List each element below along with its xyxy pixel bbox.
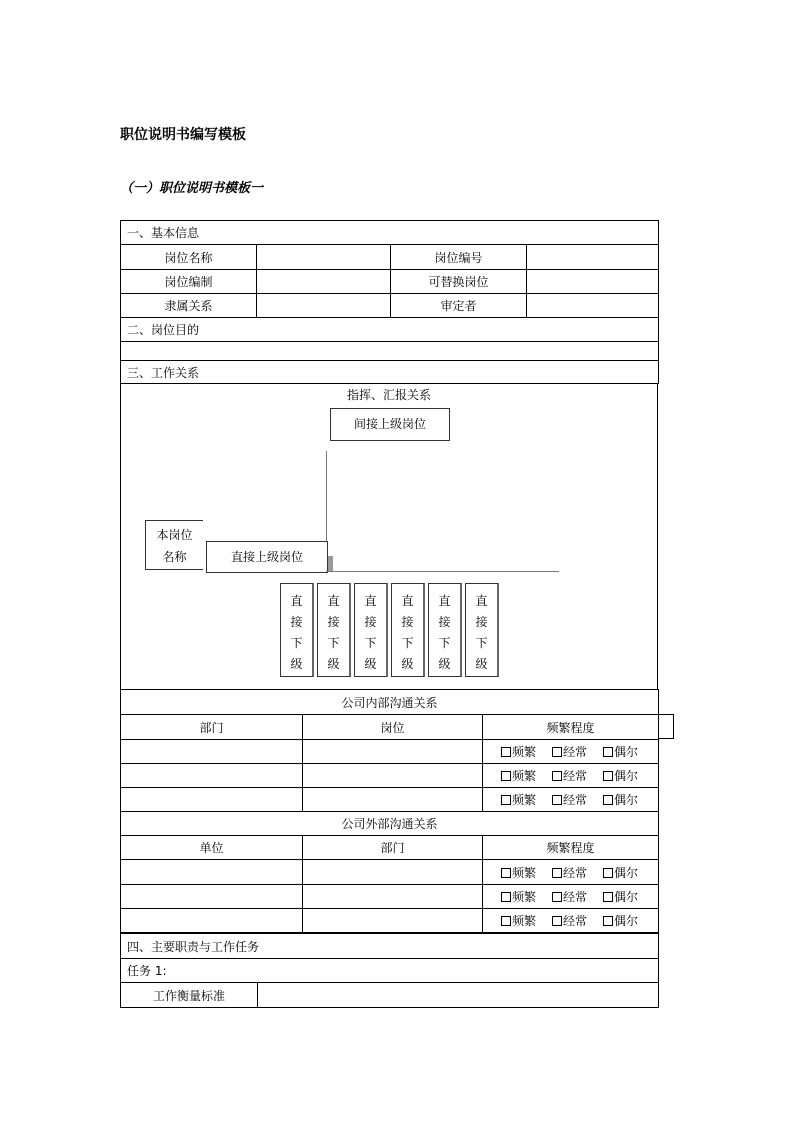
internal-header-dept: 部门 [121, 715, 303, 740]
internal-comm-title: 公司内部沟通关系 [121, 690, 659, 715]
option-often[interactable] [552, 864, 587, 881]
label-reporting: 隶属关系 [121, 294, 257, 318]
subordinate-box-1 [280, 583, 314, 677]
direct-superior-box: 直接上级岗位 [206, 541, 328, 573]
internal-header-frequency: 频繁程度 [483, 715, 659, 740]
internal-row-3-position[interactable] [303, 788, 483, 812]
option-label: 偶尔 [614, 865, 639, 880]
purpose-header: 二、岗位目的 [121, 318, 659, 342]
sub-char: 级 [475, 657, 488, 671]
duties-header: 四、主要职责与工作任务 [121, 934, 659, 959]
sub-char: 下 [327, 636, 340, 650]
option-occasional[interactable] [603, 888, 638, 905]
internal-header-position: 岗位 [303, 715, 483, 740]
sub-char: 级 [290, 657, 303, 671]
option-often[interactable] [552, 888, 587, 905]
checkbox-icon[interactable] [603, 916, 613, 926]
sub-char: 级 [401, 657, 414, 671]
sub-char: 直 [475, 594, 488, 608]
external-header-frequency: 频繁程度 [483, 836, 659, 860]
option-label: 经常 [563, 890, 588, 904]
internal-row-1-dept[interactable] [121, 740, 303, 764]
option-label: 偶尔 [614, 745, 639, 759]
option-label: 频繁 [512, 769, 537, 783]
sub-char: 直 [327, 594, 340, 608]
option-often[interactable] [552, 743, 587, 760]
option-often[interactable] [552, 791, 587, 808]
subordinate-box-4 [391, 583, 425, 677]
checkbox-icon[interactable] [501, 747, 511, 757]
option-occasional[interactable] [603, 743, 638, 760]
sub-char: 直 [438, 594, 451, 608]
subordinate-box-2 [317, 583, 351, 677]
option-frequent[interactable] [501, 864, 536, 881]
checkbox-icon[interactable] [552, 795, 562, 805]
external-comm-title: 公司外部沟通关系 [121, 812, 659, 836]
checkbox-icon[interactable] [603, 771, 613, 781]
value-replaceable-position[interactable] [527, 270, 659, 294]
sub-char: 接 [401, 615, 414, 629]
internal-row-2-position[interactable] [303, 764, 483, 788]
option-label: 偶尔 [614, 914, 639, 928]
checkbox-icon[interactable] [501, 795, 511, 805]
external-header-unit: 单位 [121, 836, 303, 860]
sub-char: 下 [475, 636, 488, 650]
value-headcount[interactable] [257, 270, 391, 294]
internal-row-1-frequency [483, 740, 659, 764]
sub-char: 直 [401, 594, 414, 608]
subordinate-box-3 [354, 583, 388, 677]
org-chart [120, 384, 658, 690]
checkbox-icon[interactable] [603, 868, 613, 878]
current-position-line2: 名称 [162, 550, 187, 564]
measure-label: 工作衡量标准 [121, 983, 258, 1008]
checkbox-icon[interactable] [603, 795, 613, 805]
option-label: 经常 [563, 793, 588, 807]
option-frequent[interactable] [501, 888, 536, 905]
option-label: 频繁 [512, 745, 537, 759]
value-approver[interactable] [527, 294, 659, 318]
checkbox-icon[interactable] [603, 747, 613, 757]
external-row-2-frequency [483, 885, 659, 909]
option-occasional[interactable] [603, 791, 638, 808]
current-position-line1: 本岗位 [156, 528, 193, 542]
external-row-2-dept[interactable] [303, 885, 483, 909]
option-label: 偶尔 [614, 769, 639, 783]
external-row-3-dept[interactable] [303, 909, 483, 933]
internal-row-1-position[interactable] [303, 740, 483, 764]
checkbox-icon[interactable] [501, 771, 511, 781]
sub-char: 直 [364, 594, 377, 608]
option-label: 频繁 [512, 914, 537, 928]
label-replaceable-position: 可替换岗位 [391, 270, 527, 294]
internal-row-2-frequency [483, 764, 659, 788]
external-row-3-frequency [483, 909, 659, 933]
option-often[interactable] [552, 912, 587, 929]
checkbox-icon[interactable] [552, 771, 562, 781]
sub-char: 级 [438, 657, 451, 671]
sub-char: 级 [364, 657, 377, 671]
sub-char: 下 [438, 636, 451, 650]
purpose-value[interactable] [121, 342, 659, 361]
sub-char: 接 [327, 615, 340, 629]
label-approver: 审定者 [391, 294, 527, 318]
internal-row-3-dept[interactable] [121, 788, 303, 812]
current-position-box [145, 520, 203, 570]
label-position-code: 岗位编号 [391, 245, 527, 270]
option-label: 频繁 [512, 865, 537, 880]
sub-char: 级 [327, 657, 340, 671]
internal-row-3-frequency [483, 788, 659, 812]
communication-table [120, 689, 659, 933]
value-position-name[interactable] [257, 245, 391, 270]
option-label: 经常 [563, 769, 588, 783]
external-row-2-unit[interactable] [121, 885, 303, 909]
label-position-name: 岗位名称 [121, 245, 257, 270]
option-frequent[interactable] [501, 767, 536, 784]
external-row-3-unit[interactable] [121, 909, 303, 933]
checkbox-icon[interactable] [552, 892, 562, 902]
org-chart-title: 指挥、汇报关系 [346, 388, 431, 402]
checkbox-icon[interactable] [552, 916, 562, 926]
section-subtitle: （一）职位说明书模板一 [120, 181, 264, 196]
value-position-code[interactable] [527, 245, 659, 270]
page-title: 职位说明书编写模板 [120, 127, 246, 143]
option-label: 频繁 [512, 890, 537, 904]
option-occasional[interactable] [603, 912, 638, 929]
side-cell [658, 714, 674, 739]
option-frequent[interactable] [501, 743, 536, 760]
subordinate-box-5 [428, 583, 462, 677]
option-frequent[interactable] [501, 791, 536, 808]
sub-char: 下 [401, 636, 414, 650]
checkbox-icon[interactable] [552, 747, 562, 757]
sub-char: 直 [290, 594, 303, 608]
option-label: 经常 [563, 745, 588, 759]
checkbox-icon[interactable] [501, 868, 511, 878]
indirect-superior-box: 间接上级岗位 [330, 408, 450, 441]
basic-info-table [120, 220, 659, 384]
checkbox-icon[interactable] [501, 916, 511, 926]
task-1-label: 任务 1: [121, 959, 659, 983]
option-label: 频繁 [512, 793, 537, 807]
label-headcount: 岗位编制 [121, 270, 257, 294]
option-label: 偶尔 [614, 890, 639, 904]
checkbox-icon[interactable] [501, 892, 511, 902]
subordinate-box-6 [465, 583, 499, 677]
option-label: 偶尔 [614, 793, 639, 807]
connector-horizontal [326, 571, 559, 572]
option-often[interactable] [552, 767, 587, 784]
external-row-1-frequency [483, 860, 659, 885]
option-frequent[interactable] [501, 912, 536, 929]
internal-row-2-dept[interactable] [121, 764, 303, 788]
duties-table [120, 933, 659, 1008]
external-header-dept: 部门 [303, 836, 483, 860]
measure-value[interactable] [258, 983, 659, 1008]
checkbox-icon[interactable] [603, 892, 613, 902]
sub-char: 接 [475, 615, 488, 629]
basic-info-header: 一、基本信息 [121, 221, 659, 245]
sub-char: 接 [438, 615, 451, 629]
relations-header: 三、工作关系 [121, 361, 659, 384]
sub-char: 下 [290, 636, 303, 650]
sub-char: 下 [364, 636, 377, 650]
option-occasional[interactable] [603, 864, 638, 881]
option-label: 经常 [563, 865, 588, 880]
option-label: 经常 [563, 914, 588, 928]
external-row-1-dept[interactable] [303, 860, 483, 885]
sub-char: 接 [290, 615, 303, 629]
external-row-1-unit[interactable] [121, 860, 303, 885]
sub-char: 接 [364, 615, 377, 629]
checkbox-icon[interactable] [552, 868, 562, 878]
option-occasional[interactable] [603, 767, 638, 784]
value-reporting[interactable] [257, 294, 391, 318]
